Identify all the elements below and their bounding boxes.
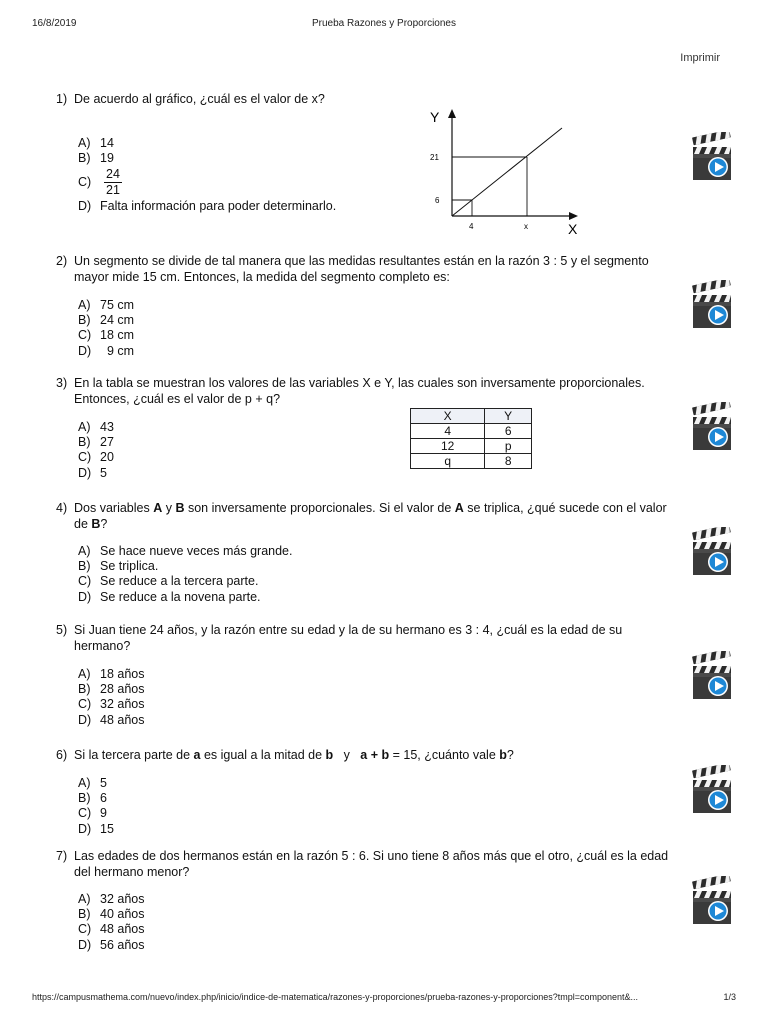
video-button-1[interactable] [691,132,733,184]
option-text: 18 años [100,667,145,681]
option-letter: C) [78,922,92,937]
proportion-line [452,128,562,216]
table-header-cell: Y [485,409,532,424]
question-5-text [56,622,676,654]
option-text: 28 años [100,682,145,697]
video-clapperboard-play-icon [691,280,733,332]
option-d [78,199,336,214]
option-text: Falta información para poder determinarlo. [100,199,337,214]
table-cell: p [485,439,532,454]
table-row [411,424,532,439]
question-4-text [56,500,676,532]
option-text: 48 años [100,922,145,937]
video-clapperboard-play-icon [691,765,733,817]
option-text: Se triplica. [100,559,159,574]
question-1-text [56,91,676,107]
option-letter: A) [78,892,91,906]
option-letter: D) [78,589,92,604]
table-row [411,454,532,469]
text-run: y [162,501,176,515]
video-button-3[interactable] [691,402,733,454]
bold-variable: b [499,748,507,762]
option-d [78,590,292,605]
option-a [78,667,144,682]
question-3-options [78,420,114,481]
option-c [78,922,144,937]
question-line: Entonces, ¿cuál es el valor de p + q? [74,392,281,406]
question-line: mayor mide 15 cm. Entonces, la medida del segmento completo es: [74,270,450,284]
option-letter: B) [78,682,91,697]
footer-url: https://campusmathema.com/nuevo/index.php/inicio/indice-de-matematica/razones-y-proporciones/prueba-razones-y-proporciones?tmpl=component&... [32,992,639,1002]
option-letter: C) [78,806,92,821]
y-axis-arrow [448,109,456,118]
question-number: 7) [56,849,68,863]
question-7-text [56,848,676,880]
page-number: 1/3 [723,992,736,1002]
question-number: 3) [56,376,68,390]
question-number: 2) [56,254,68,268]
option-letter: D) [78,712,92,727]
option-c [78,697,144,712]
option-text: Se reduce a la novena parte. [100,589,261,604]
option-b [78,435,114,450]
question-2-options [78,298,134,359]
question-7-options [78,892,144,953]
option-text: 18 cm [100,328,135,343]
option-letter: B) [78,559,91,574]
option-a [78,420,114,435]
x-axis-arrow [569,212,578,220]
question-line: Un segmento se divide de tal manera que las medidas resultantes están en la razón 3 : 5 y el segmento [74,254,649,268]
text-run: y [333,748,361,762]
option-letter: D) [78,343,92,358]
option-letter: B) [78,151,91,166]
option-letter: B) [78,313,91,328]
table-cell: q [411,454,485,469]
option-text: 32 años [100,697,145,712]
option-d [78,466,114,481]
option-text: 48 años [100,712,145,727]
option-letter: B) [78,791,91,806]
question-line: Si Juan tiene 24 años, y la razón entre su edad y la de su hermano es 3 : 4, ¿cuál es la edad de su [74,623,623,637]
bold-variable: A [153,501,163,515]
option-b [78,791,114,806]
option-text: Se hace nueve veces más grande. [100,544,293,558]
option-text: 24 cm [100,313,135,328]
question-number: 6) [56,748,68,762]
option-letter: C) [78,697,92,712]
option-letter: A) [78,298,91,312]
video-clapperboard-play-icon [691,876,733,928]
print-date: 16/8/2019 [32,18,77,29]
question-2-text [56,253,676,285]
bold-variable: B [91,517,101,531]
video-clapperboard-play-icon [691,132,733,184]
table-cell: 6 [485,424,532,439]
text-run: ? [506,748,514,762]
option-a [78,892,144,907]
question-line: del hermano menor? [74,865,190,879]
tick-label-6: 6 [435,196,440,205]
option-a [78,776,114,791]
fraction-denominator: 21 [106,183,120,198]
print-link[interactable]: Imprimir [680,52,720,64]
option-letter: D) [78,937,92,952]
option-text: 40 años [100,907,145,922]
text-run: son inversamente proporcionales. Si el valor de [184,501,455,515]
option-text: Se reduce a la tercera parte. [100,574,259,589]
table-row [411,439,532,454]
option-text: 75 cm [100,298,135,312]
option-d [78,713,144,728]
video-button-5[interactable] [691,651,733,703]
option-text: 9 cm [100,343,135,358]
video-clapperboard-play-icon [691,402,733,454]
video-button-4[interactable] [691,527,733,579]
option-text: 5 [100,465,107,480]
table-cell: 4 [411,424,485,439]
video-button-6[interactable] [691,765,733,817]
text-run: Dos variables [74,501,154,515]
fraction-numerator: 24 [106,167,120,182]
option-d [78,938,144,953]
option-text: 5 [100,776,107,790]
text-run: = 15, ¿cuánto vale [389,748,500,762]
option-text: 19 [100,151,114,166]
option-letter: A) [78,544,91,558]
text-run: es igual a la mitad de [200,748,326,762]
option-a [78,544,292,559]
option-a [78,298,134,313]
option-text: 43 [100,420,114,434]
option-text: 6 [100,791,107,806]
option-letter: D) [78,821,92,836]
video-button-7[interactable] [691,876,733,928]
option-text: 20 [100,450,114,465]
question-4-options [78,544,292,605]
bold-variable: B [175,501,185,515]
option-letter: D) [78,465,92,480]
option-b [78,559,292,574]
option-letter: C) [78,450,92,465]
text-run: ? [100,517,108,531]
option-letter: A) [78,136,91,150]
option-letter: A) [78,420,91,434]
option-letter: D) [78,199,92,214]
question-number: 4) [56,501,68,515]
option-b [78,313,134,328]
text-run: Si la tercera parte de [74,748,194,762]
table-cell: 8 [485,454,532,469]
x-axis-label: X [568,221,578,236]
video-button-2[interactable] [691,280,733,332]
text-run: de [74,517,92,531]
question-line: De acuerdo al gráfico, ¿cuál es el valor de x? [74,92,325,106]
option-text: 15 [100,821,114,836]
question-1-graph [418,106,588,236]
option-text: 9 [100,806,107,821]
table-header-cell: X [411,409,485,424]
option-c [78,450,114,465]
option-letter: B) [78,435,91,450]
bold-variable: a [193,748,201,762]
video-clapperboard-play-icon [691,651,733,703]
question-number: 5) [56,623,68,637]
tick-label-4: 4 [469,222,474,231]
option-b [78,907,144,922]
question-number: 1) [56,92,68,106]
table-header-row [411,409,532,424]
question-line: hermano? [74,639,131,653]
bold-variable: a + b [360,748,390,762]
text-run: se triplica, ¿qué sucede con el valor [463,501,667,515]
question-6-options [78,776,114,837]
option-a [78,136,336,151]
option-c [78,167,336,198]
question-1-options [78,136,336,215]
fraction [104,167,122,198]
option-c [78,574,292,589]
bold-variable: A [454,501,464,515]
option-d [78,822,114,837]
option-text: 32 años [100,892,145,906]
option-letter: B) [78,907,91,922]
option-text: 56 años [100,937,145,952]
bold-variable: b [325,748,334,762]
option-b [78,151,336,166]
question-line [56,516,676,532]
question-line: Las edades de dos hermanos están en la razón 5 : 6. Si uno tiene 8 años más que el otro, ¿cuál es la edad [74,849,669,863]
question-3-text [56,375,676,407]
option-b [78,682,144,697]
video-clapperboard-play-icon [691,527,733,579]
option-text: 27 [100,435,114,450]
question-6-text [56,747,676,763]
table-cell: 12 [411,439,485,454]
option-text: 14 [100,136,114,150]
option-letter: C) [78,175,92,190]
option-letter: C) [78,328,92,343]
option-c [78,806,114,821]
option-letter: A) [78,667,91,681]
option-letter: A) [78,776,91,790]
values-table [410,408,532,469]
tick-label-x: x [524,222,528,231]
y-axis-label: Y [430,109,440,125]
tick-label-21: 21 [430,153,439,162]
page-title: Prueba Razones y Proporciones [312,18,456,29]
question-5-options [78,667,144,728]
option-d [78,344,134,359]
question-line: En la tabla se muestran los valores de las variables X e Y, las cuales son inversamente proporcionales. [74,376,645,390]
option-c [78,328,134,343]
option-letter: C) [78,574,92,589]
